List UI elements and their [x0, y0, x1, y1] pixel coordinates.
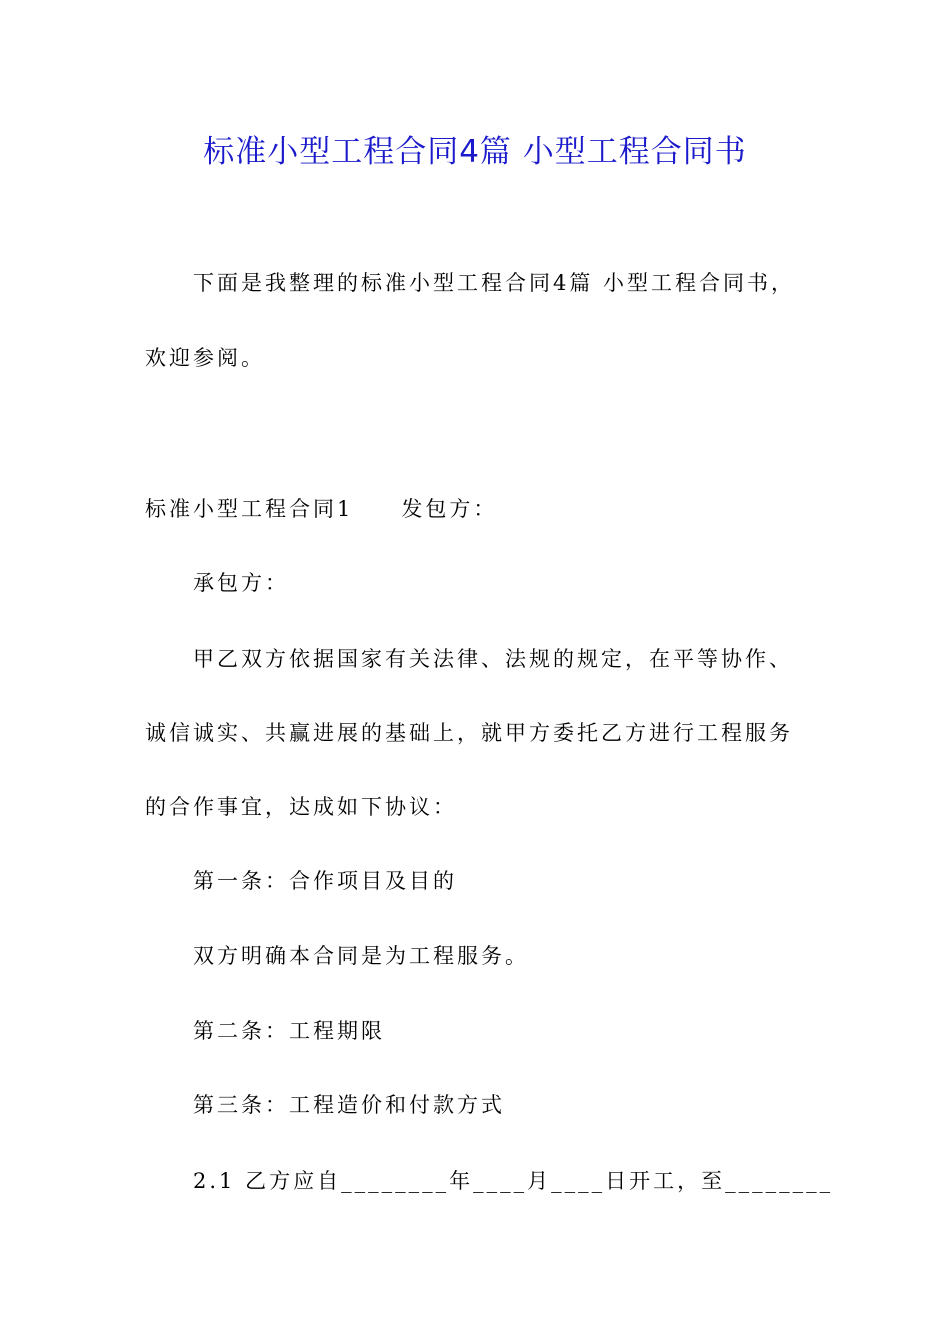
article-1-title: 第一条：合作项目及目的 — [193, 869, 457, 893]
contractor-label: 承包方： — [193, 571, 289, 595]
section-heading: 标准小型工程合同1 — [145, 497, 354, 521]
intro-line-1: 下面是我整理的标准小型工程合同4篇 小型工程合同书， — [193, 271, 796, 295]
intro-line-2: 欢迎参阅。 — [145, 346, 265, 370]
article-2-title: 第二条：工程期限 — [193, 1019, 385, 1043]
preamble-line-1: 甲乙双方依据国家有关法律、法规的规定，在平等协作、 — [193, 647, 793, 671]
section-heading-row — [145, 494, 497, 524]
preamble-line-2: 诚信诚实、共赢进展的基础上，就甲方委托乙方进行工程服务 — [145, 721, 793, 745]
article-3-title: 第三条：工程造价和付款方式 — [193, 1093, 505, 1117]
preamble-line-3: 的合作事宜，达成如下协议： — [145, 795, 457, 819]
employer-label: 发包方： — [401, 497, 498, 521]
clause-2-1: 2.1 乙方应自________年____月____日开工，至________ — [193, 1169, 834, 1193]
document-title: 标准小型工程合同4篇 小型工程合同书 — [203, 134, 747, 170]
article-1-body: 双方明确本合同是为工程服务。 — [193, 944, 529, 968]
